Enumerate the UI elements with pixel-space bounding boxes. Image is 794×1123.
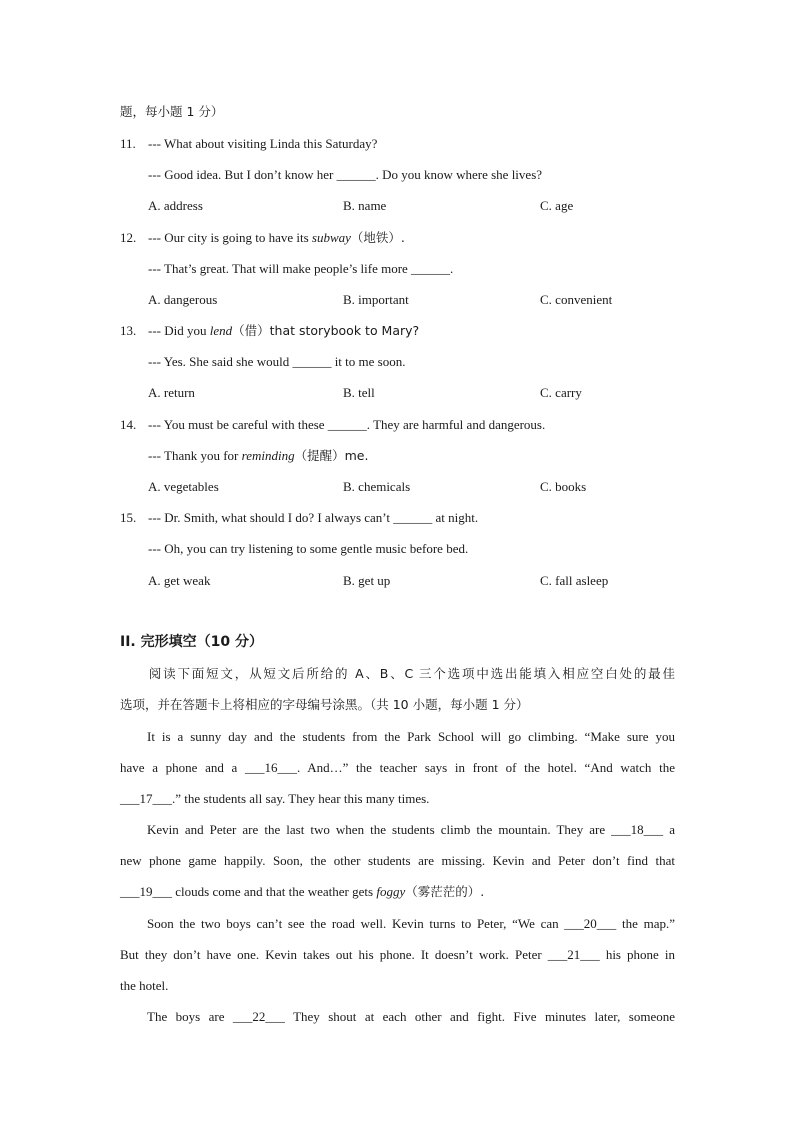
italic-word: lend xyxy=(209,323,233,338)
section-instructions xyxy=(120,658,675,720)
question-line-1: --- You must be careful with these ______. They are harmful and dangerous. xyxy=(148,417,546,432)
option-c: C. carry xyxy=(540,385,582,400)
option-b: B. tell xyxy=(343,385,375,400)
italic-word: reminding xyxy=(241,448,295,463)
question-line-1: --- Our city is going to have its subway（地铁）. xyxy=(148,230,405,245)
italic-word: foggy xyxy=(376,884,406,899)
passage-line: ___17___.” the students all say. They hear this many times. xyxy=(120,791,430,806)
passage-paragraph-1 xyxy=(120,721,675,814)
question-line-2: --- Thank you for reminding（提醒）me. xyxy=(148,448,369,463)
option-b: B. get up xyxy=(343,573,391,588)
option-b: B. name xyxy=(343,198,387,213)
instruction-line: 阅读下面短文，从短文后所给的 A、B、C 三个选项中选出能填入相应空白处的最佳 xyxy=(147,666,675,681)
question-line-2: --- Yes. She said she would ______ it to me soon. xyxy=(148,354,406,369)
passage-line: The boys are ___22___ They shout at each other and fight. Five minutes later, someone xyxy=(147,1009,675,1024)
passage-paragraph-4 xyxy=(120,1001,675,1032)
passage-line: have a phone and a ___16___. And…” the teacher says in front of the hotel. “And watch the xyxy=(120,760,675,775)
option-a: A. dangerous xyxy=(148,292,218,307)
question-line-2: --- That’s great. That will make people’s life more ______. xyxy=(148,261,454,276)
section-header-fragment: 题，每小题 1 分） xyxy=(120,104,224,119)
option-a: A. return xyxy=(148,385,195,400)
option-a: A. get weak xyxy=(148,573,211,588)
question-line-1: --- Did you lend（借）that storybook to Mary? xyxy=(148,323,420,338)
passage-line: It is a sunny day and the students from the Park School will go climbing. “Make sure you xyxy=(147,729,675,744)
question-number: 15. xyxy=(120,510,137,525)
option-c: C. convenient xyxy=(540,292,613,307)
italic-word: subway xyxy=(311,230,351,245)
passage-line: But they don’t have one. Kevin takes out his phone. It doesn’t work. Peter ___21___ his phone in xyxy=(120,947,675,962)
section-title: II. 完形填空（10 分） xyxy=(120,634,263,650)
option-b: B. chemicals xyxy=(343,479,411,494)
passage-line: Soon the two boys can’t see the road well. Kevin turns to Peter, “We can ___20___ the map.” xyxy=(147,916,675,931)
instruction-line: 选项，并在答题卡上将相应的字母编号涂黑。（共 10 小题，每小题 1 分） xyxy=(120,697,529,712)
option-c: C. age xyxy=(540,198,574,213)
question-line-1: --- Dr. Smith, what should I do? I always can’t ______ at night. xyxy=(148,510,479,525)
option-a: A. vegetables xyxy=(148,479,219,494)
question-number: 13. xyxy=(120,323,137,338)
question-number: 11. xyxy=(120,136,136,151)
question-line-2: --- Good idea. But I don’t know her ______. Do you know where she lives? xyxy=(148,167,543,182)
option-b: B. important xyxy=(343,292,409,307)
question-number: 12. xyxy=(120,230,137,245)
passage-line: ___19___ clouds come and that the weather gets foggy（雾茫茫的）. xyxy=(120,884,485,899)
passage-line: new phone game happily. Soon, the other students are missing. Kevin and Peter don’t find that xyxy=(120,853,675,868)
option-c: C. fall asleep xyxy=(540,573,609,588)
passage-paragraph-2 xyxy=(120,814,675,907)
question-line-1: --- What about visiting Linda this Saturday? xyxy=(148,136,378,151)
option-a: A. address xyxy=(148,198,203,213)
passage-line: Kevin and Peter are the last two when the students climb the mountain. They are ___18___ a xyxy=(147,822,675,837)
passage-line: the hotel. xyxy=(120,978,169,993)
question-line-2: --- Oh, you can try listening to some gentle music before bed. xyxy=(148,541,469,556)
question-number: 14. xyxy=(120,417,137,432)
passage-paragraph-3 xyxy=(120,908,675,1001)
option-c: C. books xyxy=(540,479,587,494)
